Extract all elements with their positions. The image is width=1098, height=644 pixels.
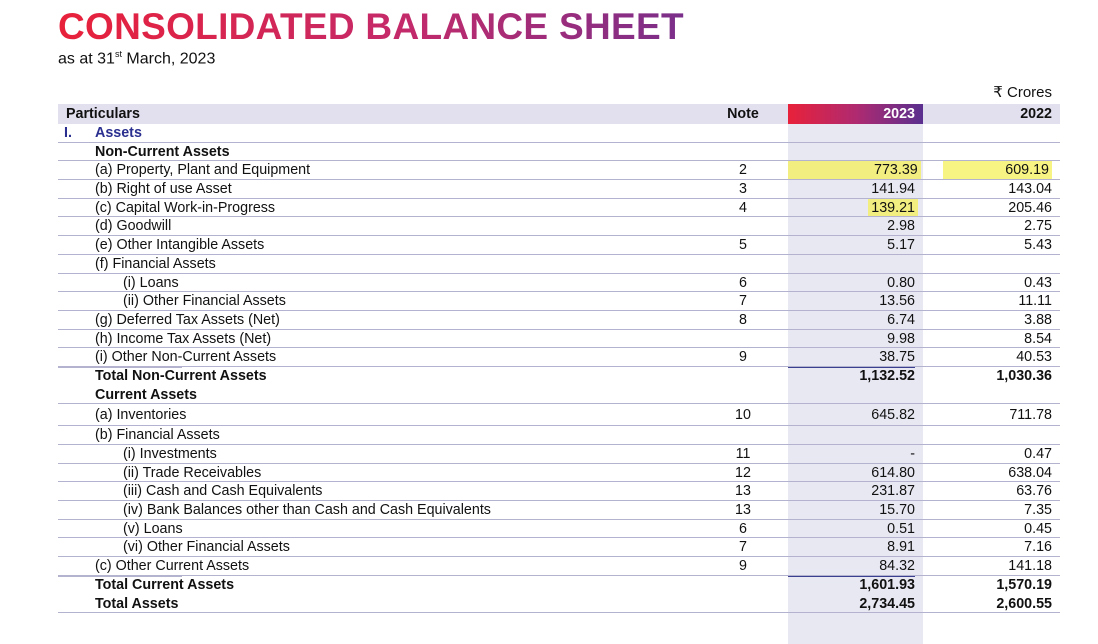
table-row: (c) Capital Work-in-Progress 4 139.21 205.46 (58, 199, 1060, 218)
table-header (58, 104, 1060, 124)
currency-note: ₹ Crores (993, 84, 1052, 101)
header-year-2022: 2022 (1020, 106, 1052, 122)
table-row: (ii) Trade Receivables 12 614.80 638.04 (58, 464, 1060, 483)
table-row: (vi) Other Financial Assets 7 8.91 7.16 (58, 538, 1060, 557)
header-particulars: Particulars (66, 106, 140, 122)
table-row: (d) Goodwill 2.98 2.75 (58, 217, 1060, 236)
highlighted-value: 139.21 (788, 199, 915, 218)
table-row: (ii) Other Financial Assets 7 13.56 11.11 (58, 292, 1060, 311)
table-row: (i) Other Non-Current Assets 9 38.75 40.53 (58, 348, 1060, 367)
section-row (58, 124, 1060, 143)
subsection-heading: Non-Current Assets (58, 143, 1060, 162)
table-row: (f) Financial Assets (58, 255, 1060, 274)
highlighted-value: 609.19 (928, 161, 1052, 180)
table-row: (i) Loans 6 0.80 0.43 (58, 274, 1060, 293)
header-note: Note (727, 106, 759, 122)
section-label: Assets (95, 125, 142, 141)
highlighted-value: 773.39 (788, 161, 915, 180)
total-row: Total Current Assets 1,601.93 1,570.19 (58, 576, 1060, 595)
table-row: (a) Property, Plant and Equipment 2 773.39 609.19 (58, 161, 1060, 180)
balance-sheet-table (58, 104, 1060, 613)
subsection-heading: Current Assets (58, 386, 1060, 405)
report-date: as at 31st March, 2023 (58, 49, 216, 68)
table-row: (b) Right of use Asset 3 141.94 143.04 (58, 180, 1060, 199)
table-row: (b) Financial Assets (58, 426, 1060, 445)
grand-total-row: Total Assets 2,734.45 2,600.55 (58, 595, 1060, 614)
table-row: (g) Deferred Tax Assets (Net) 8 6.74 3.88 (58, 311, 1060, 330)
table-row: (iii) Cash and Cash Equivalents 13 231.87 63.76 (58, 482, 1060, 501)
table-row: (h) Income Tax Assets (Net) 9.98 8.54 (58, 330, 1060, 349)
page-title: CONSOLIDATED BALANCE SHEET (58, 6, 684, 47)
table-row: (i) Investments 11 - 0.47 (58, 445, 1060, 464)
total-row: Total Non-Current Assets 1,132.52 1,030.36 (58, 367, 1060, 386)
table-row: (c) Other Current Assets 9 84.32 141.18 (58, 557, 1060, 576)
table-row: (e) Other Intangible Assets 5 5.17 5.43 (58, 236, 1060, 255)
table-row: (v) Loans 6 0.51 0.45 (58, 520, 1060, 539)
table-row: (iv) Bank Balances other than Cash and Cash Equivalents 13 15.70 7.35 (58, 501, 1060, 520)
section-numeral: I. (64, 125, 72, 141)
table-row: (a) Inventories 10 645.82 711.78 (58, 404, 1060, 426)
header-year-2023: 2023 (788, 104, 923, 124)
